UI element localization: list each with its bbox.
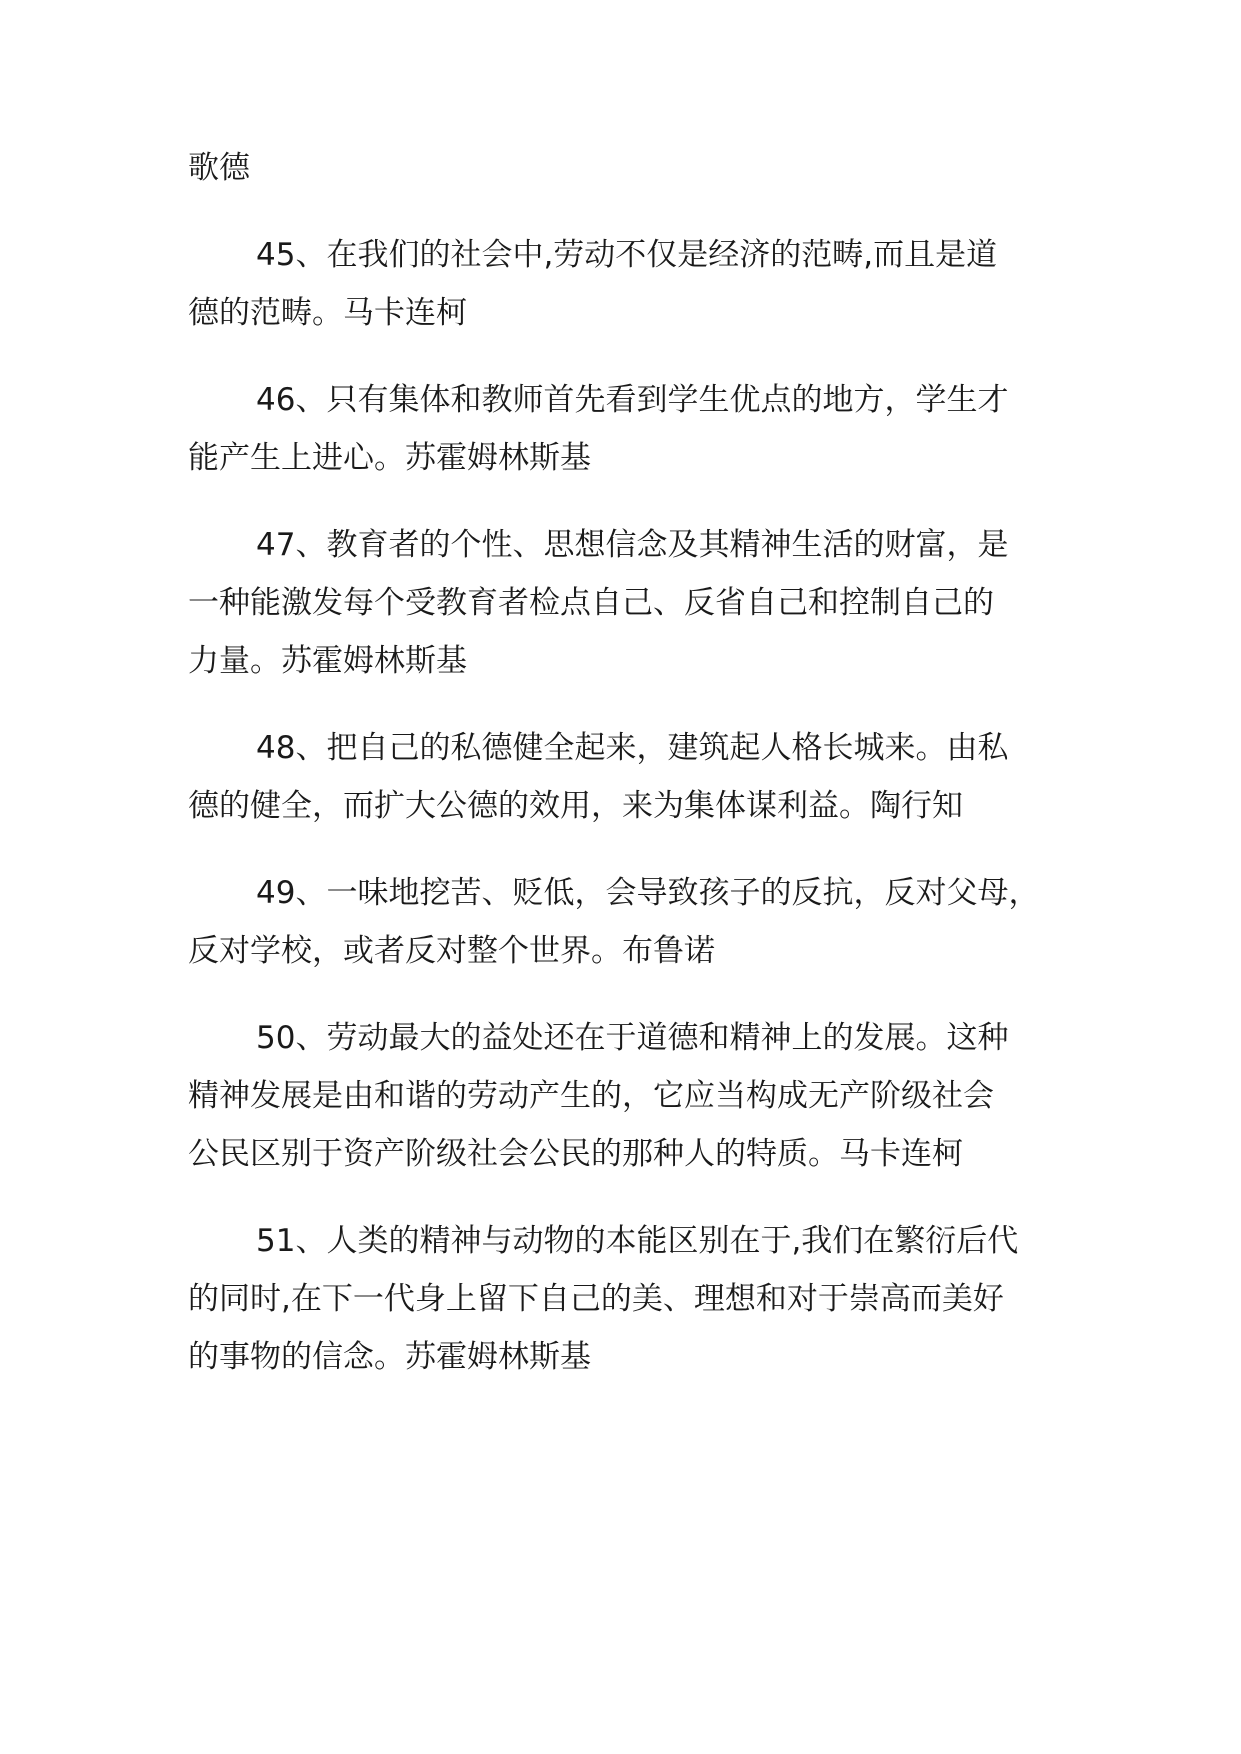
quote-50-line-1: 50、劳动最大的益处还在于道德和精神上的发展。这种 [256, 1020, 1009, 1056]
text-line: 歌德 [188, 150, 250, 186]
quote-45-line-2: 德的范畴。马卡连柯 [188, 295, 467, 331]
quote-46-line-1: 46、只有集体和教师首先看到学生优点的地方，学生才 [256, 382, 1009, 418]
quote-47-line-2: 一种能激发每个受教育者检点自己、反省自己和控制自己的 [188, 585, 994, 621]
quote-45-line-1: 45、在我们的社会中,劳动不仅是经济的范畴,而且是道 [256, 237, 998, 273]
quote-47-line-1: 47、教育者的个性、思想信念及其精神生活的财富，是 [256, 527, 1009, 563]
quote-49-line-1: 49、一味地挖苦、贬低，会导致孩子的反抗，反对父母， [256, 875, 1040, 911]
quote-51-line-3: 的事物的信念。苏霍姆林斯基 [188, 1339, 591, 1375]
quote-48-line-2: 德的健全，而扩大公德的效用，来为集体谋利益。陶行知 [188, 788, 963, 824]
quote-49-line-2: 反对学校，或者反对整个世界。布鲁诺 [188, 933, 715, 969]
quote-48-line-1: 48、把自己的私德健全起来，建筑起人格长城来。由私 [256, 730, 1009, 766]
quote-51-line-1: 51、人类的精神与动物的本能区别在于,我们在繁衍后代 [256, 1223, 1019, 1259]
quote-50-line-3: 公民区别于资产阶级社会公民的那种人的特质。马卡连柯 [188, 1136, 963, 1172]
quote-51-line-2: 的同时,在下一代身上留下自己的美、理想和对于崇高而美好 [188, 1281, 1004, 1317]
quote-47-line-3: 力量。苏霍姆林斯基 [188, 643, 467, 679]
quote-46-line-2: 能产生上进心。苏霍姆林斯基 [188, 440, 591, 476]
quote-50-line-2: 精神发展是由和谐的劳动产生的，它应当构成无产阶级社会 [188, 1078, 994, 1114]
